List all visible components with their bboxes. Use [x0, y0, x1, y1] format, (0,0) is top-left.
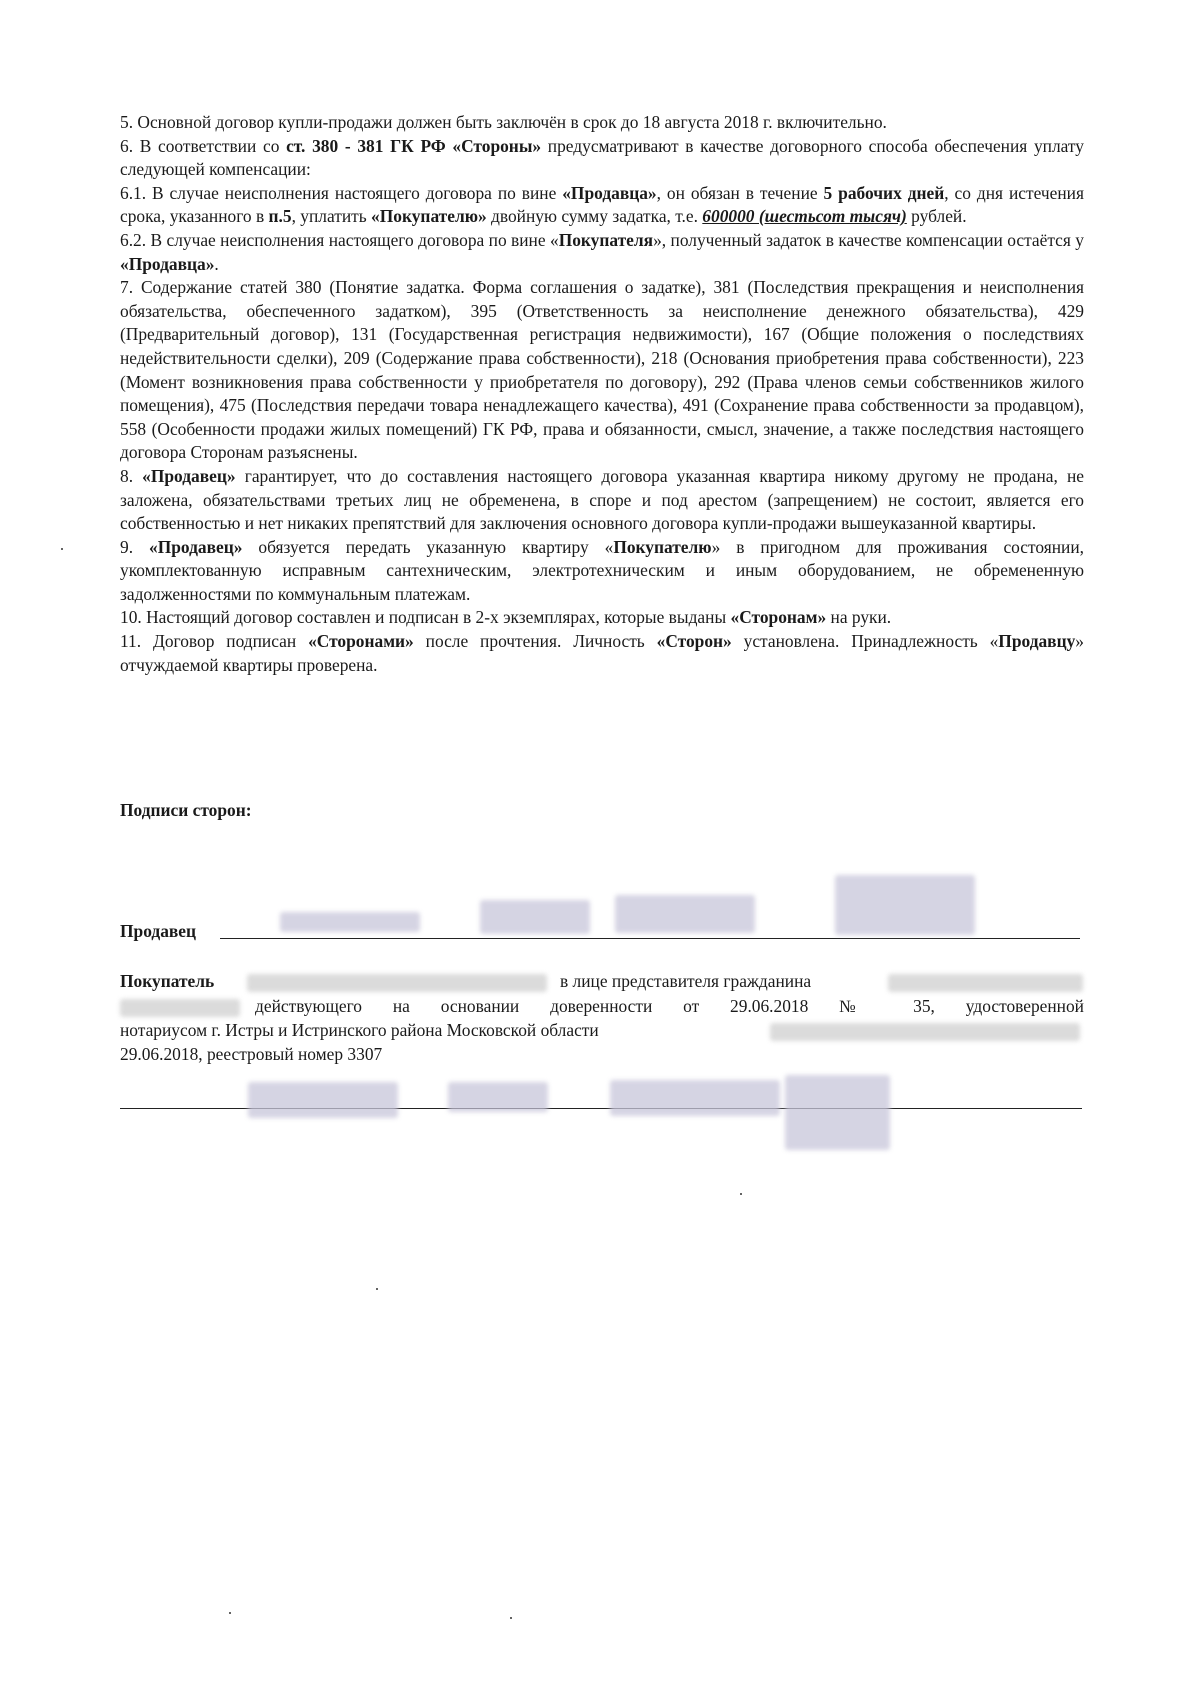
scan-speck — [376, 1288, 378, 1290]
clause-8: 8. «Продавец» гарантирует, что до составления настоящего договора указанная квартира никому другому не продана, не заложена, обязательствами третьих лиц не обременена, в споре и под арестом (запрещением) не состоит, является его собственностью и нет никаких препятствий для заключения основного договора купли-продажи вышеуказанной квартиры. — [120, 465, 1085, 534]
clause-10: 10. Настоящий договор составлен и подписан в 2-х экземплярах, которые выданы «Сторонам» на руки. — [120, 607, 892, 628]
clause-9: 9. «Продавец» обязуется передать указанную квартиру «Покупателю» в пригодном для проживания состоянии, укомплектованную исправным сантехническим, электротехническим и иным оборудованием, не обремененную задолженностями по коммунальным платежам. — [120, 536, 1085, 604]
scan-speck — [229, 1612, 231, 1614]
redacted-seller-signature — [835, 875, 975, 935]
clause-6: 6. В соответствии со ст. 380 - 381 ГК РФ «Стороны» предусматривают в качестве договорного способа обеспечения уплату следующей компенсации: — [120, 135, 1084, 180]
signatures-heading: Подписи сторон: — [120, 800, 252, 820]
clause-5: 5. Основной договор купли-продажи должен быть заключён в срок до 18 августа 2018 г. включительно. — [120, 112, 887, 132]
contract-body — [120, 111, 1084, 677]
scan-speck — [61, 548, 63, 550]
scan-speck — [510, 1617, 512, 1619]
buyer-representative-text: в лице представителя гражданина — [560, 971, 812, 991]
redacted-buyer-sig-1 — [248, 1082, 398, 1118]
registry-number-text: 29.06.2018, реестровый номер 3307 — [120, 1044, 383, 1064]
redacted-seller-name-2 — [480, 900, 590, 934]
redacted-seller-name-1 — [280, 912, 420, 932]
redacted-buyer-signature — [785, 1075, 890, 1150]
clause-7: 7. Содержание статей 380 (Понятие задатка. Форма соглашения о задатке), 381 (Последствия прекращения и неисполнения обязательства, обеспеченного задатком), 395 (Ответственность за неисполнение денежного обязательства), 429 (Предварительный договор), 131 (Государственная регистрация недвижимости), 167 (Общие положения о последствиях недействительности сделки), 209 (Содержание права собственности), 218 (Основания приобретения права собственности), 223 (Момент возникновения права собственности у приобретателя по договору), 292 (Права членов семьи собственников жилого помещения), 475 (Последствия передачи товара ненадлежащего качества), 491 (Сохранение права собственности за продавцом), 558 (Особенности продажи жилых помещений) ГК РФ, права и обязанности, смысл, значение, а также последствия настоящего договора Сторонам разъяснены. — [120, 277, 1084, 463]
buyer-label: Покупатель — [120, 971, 215, 991]
penalty-amount: 600000 (шестьсот тысяч) — [702, 206, 907, 227]
redacted-buyer-sig-2 — [448, 1082, 548, 1112]
scan-speck — [740, 1193, 742, 1195]
redacted-representative-name — [888, 974, 1083, 992]
clause-6-1: 6.1. В случае неисполнения настоящего договора по вине «Продавца», он обязан в течение 5 рабочих дней, со дня истечения срока, указанного в п.5, уплатить «Покупателю» двойную сумму задатка, т.е. 600000 (шестьсот тысяч) рублей. — [120, 182, 1084, 227]
seller-signature-line — [220, 938, 1080, 939]
notary-text: нотариусом г. Истры и Истринского района Московской области — [120, 1020, 599, 1040]
seller-label: Продавец — [120, 921, 197, 941]
buyer-line-4 — [120, 1043, 1084, 1067]
clause-6-2: 6.2. В случае неисполнения настоящего договора по вине «Покупателя», полученный задаток в качестве компенсации остаётся у «Продавца». — [120, 229, 1084, 274]
redacted-buyer-sig-3 — [610, 1080, 780, 1116]
redacted-buyer-name — [247, 974, 547, 992]
power-of-attorney-text: действующего на основании доверенности от 29.06.2018 № 35, удостоверенной — [255, 996, 1084, 1016]
redacted-notary-name — [770, 1023, 1080, 1041]
clause-11: 11. Договор подписан «Сторонами» после прочтения. Личность «Сторон» установлена. Принадлежность «Продавцу» отчуждаемой квартиры проверена. — [120, 631, 1084, 675]
redacted-representative-patronymic — [120, 999, 240, 1017]
redacted-seller-name-3 — [615, 895, 755, 933]
